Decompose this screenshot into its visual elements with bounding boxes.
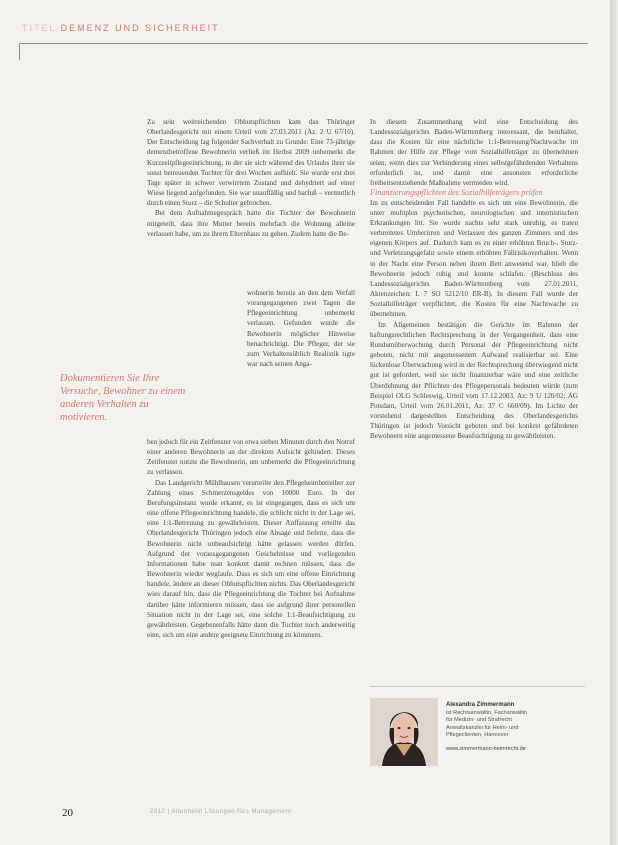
author-role-line-1: ist Rechtsanwältin, Fachanwältin (446, 709, 528, 716)
column-1-top (147, 117, 355, 239)
header-rule (19, 43, 588, 44)
author-role-line-3: Anwaltskanzlei für Heim- und (446, 724, 519, 731)
paragraph-6: Im Allgemeinen bestätigen die Gerichte im Rahmen der haftungsrechtlichen Rechtsprechung in der Vergangenheit, dass eine Rundumüberwachung durch Personal der Pflegeeinrichtung nicht geboten, nicht mit angemessenem Aufwand realisierbar sei. Eine lückenlose Überwachung wird in der Rechtsprechung überwiegend nicht gut ist gefordert, weil sie nicht finanzierbar wäre und eine zeitliche Überdehnung der Pflichten des Pflegepersonals bedeuten würde (zum Beispiel OLG Schleswig, Urteil vom 17.12.2003, Az: 9 U 120/02; AG Potsdam, Urteil vom 26.01.2011, Az: 37 C 660/09). Im Lichte der vorstehend dargestellten Entscheidung des Oberlandesgerichts Thüringen ist jedoch Vorsicht geboten und bei konkret gefährdeten Bewohnern eine angemessene Beaufsichtigung zu gewährleisten. (370, 320, 578, 441)
subheading: Finanzierungspflichten des Sozialhilfeträgers prüfen (370, 188, 543, 198)
author-role-line-4: Pflegeclienten, Hannover (446, 732, 509, 739)
pull-quote: Dokumentieren Sie Ihre Versuche, Bewohner zu einem anderen Verhalten zu motivieren. (60, 373, 186, 423)
section-header (22, 23, 220, 33)
author-box (370, 692, 585, 767)
header-rule-tick (19, 43, 20, 60)
column-2 (370, 117, 578, 441)
author-website[interactable]: www.zimmermann-heimrecht.de (446, 745, 526, 752)
author-name: Alexandra Zimmermann (446, 702, 515, 708)
header-title: DEMENZ UND SICHERHEIT (60, 23, 220, 33)
header-prefix: TITEL (22, 23, 61, 33)
paragraph-2-narrow: wohnerin bereits an den dem Verfall vorangegangenen zwei Tagen die Pflegeeinrichtung unbemerkt verlassen. Gefunden wurde die Bewohnerin möglicher Hinweise benachrichtigt. Die Pfleger, der sie zum Verhaltensüblich Realistik tigte war nach seinen Anga- (247, 289, 355, 369)
author-divider (370, 686, 585, 687)
footer-issue: 2012 | Altenheim Lösungen fürs Management (150, 809, 292, 815)
column-1-bottom (147, 437, 355, 640)
author-role-line-2: für Medizin- und Strafrecht (446, 717, 512, 724)
paragraph-1: Zu sein weitreichenden Obhutspflichten kam das Thüringer Oberlandesgericht mit einem Urteil vom 27.03.2011 (Az. 2 U 67/10). Der Entscheidung lag folgender Sachverhalt zu Grunde: Eine 73-jährige demenzbetroffene Bewohnerin verließ im Herbst 2009 unbemerkt die Kurzzeitpflegeeinrichtung, in der sie sich während des Urlaubs ihrer sie sonst betreuenden Tochter für drei Wochen aufhielt. Sie wurde erst drei Tage später in schwer verwirrtem Zustand und dehydriert auf einer Wiese liegend aufgefunden. Sie war unauffällig und barfuß – vermutlich durch einen Sturz – die Schulter gebrochen. (147, 118, 355, 208)
paragraph-5: Im zu entscheidenden Fall handelte es sich um eine Bewohnerin, die unter multiplen psychotischen, neurologischen und internistischen Erkrankungen litt. Sie wurde nachts sehr stark unruhig, es traten verbreitetes Umherirren und Verlassen des ganzen Zimmers und des eigenen Körpers auf. Dadurch kam es zu einer erhöhten Bruch-, Sturz- und Verletzungsgefahr sowie einem erhöhten Fallrisikoverhalten. Wenn in der Nacht eine Person neben ihrem Bett anwesend war, blieb die Bewohnerin jedoch ruhig und konnte schlafen. (Beschluss des Landessozialgerichts Baden-Württemberg vom 27.01.2011, Aktenzeichen: L 7 SO 5212/10 ER-B). In diesem Fall wurde der Sozialhilfeträger verpflichtet, die Kosten für eine Nachtwache zu übernehmen. (370, 198, 578, 319)
paragraph-3: Das Landgericht Mühlhausen verurteilte den Pflegeheimbetreiber zur Zahlung eines Schmerzensgeldes von 10000 Euro. In der Berufungsinstanz wurde erkannt, es ist eingegangen, dass es sich um eine offene Pflegeeinrichtung handele, die schlicht nicht in der Lage sei, eine 1:1-Betreuung zu gewährleisten. Dieser Auffassung erteilte das Oberlandesgericht Thüringen jedoch eine Absage und lieferte, dass die Bewohnerin nicht unbeaufsichtigt hätte gelassen werden dürfen. Aufgrund der vorausgegangenen Geschehnisse und vorliegenden Informationen habe man konkret damit rechnen müssen, dass die Bewohnerin wieder weglaufe. Dass es sich um eine offene Einrichtung handele, ändere an dieser Obhutspflichten nichts. Das Oberlandesgericht wies darauf hin, dass die Pflegeeinrichtung die Tochter bei Aufnahme darüber hätte informieren müssen, dass sie aufgrund ihrer personellen Situation nicht in der Lage sei, eine solche 1:1-Beaufsichtigung zu gewährleisten. Gegebenenfalls hätte dann die Tochter noch anderweitig eine, sich um eine andere geeignete Einrichtung zu kümmern. (147, 478, 355, 639)
paragraph-4: In diesem Zusammenhang wird eine Entscheidung des Landessozialgerichts Baden-Württemberg interessant, die beinhaltet, dass die Kosten für eine nächtliche 1:1-Betreuung/Nachtwache im Rahmen der Hilfe zur Pflege vom Sozialhilfeträger zu übernehmen seien, wenn dies zur Verhinderung eines selbstgefährdenden Verhaltens erforderlich ist, und damit eine ansonsten erforderliche freiheitsentziehende Maßnahme vermieden wird. (370, 118, 578, 187)
author-portrait (370, 698, 438, 766)
paragraph-2-continue: ben jedoch für ein Zeitfenster von etwa sieben Minuten durch den Notruf einer anderen Bewohnerin an der direkten Aufsicht gehindert. Dieses Zeitfenster nutzte die Bewohnerin, um unbemerkt die Pflegeeinrichtung zu verlassen. (147, 438, 355, 477)
page-number: 20 (62, 807, 73, 819)
column-1-narrow (247, 288, 355, 369)
page-edge (610, 0, 618, 845)
paragraph-2-intro: Bei dem Aufnahmegespräch hatte die Tochter der Bewohnerin mitgeteilt, dass ihre Mutter bereits mehrfach die Wohnung alleine verlassen habe, um zu ihrem Elternhaus zu gehen. Zudem hatte die Be- (147, 209, 355, 238)
author-info (446, 702, 586, 754)
